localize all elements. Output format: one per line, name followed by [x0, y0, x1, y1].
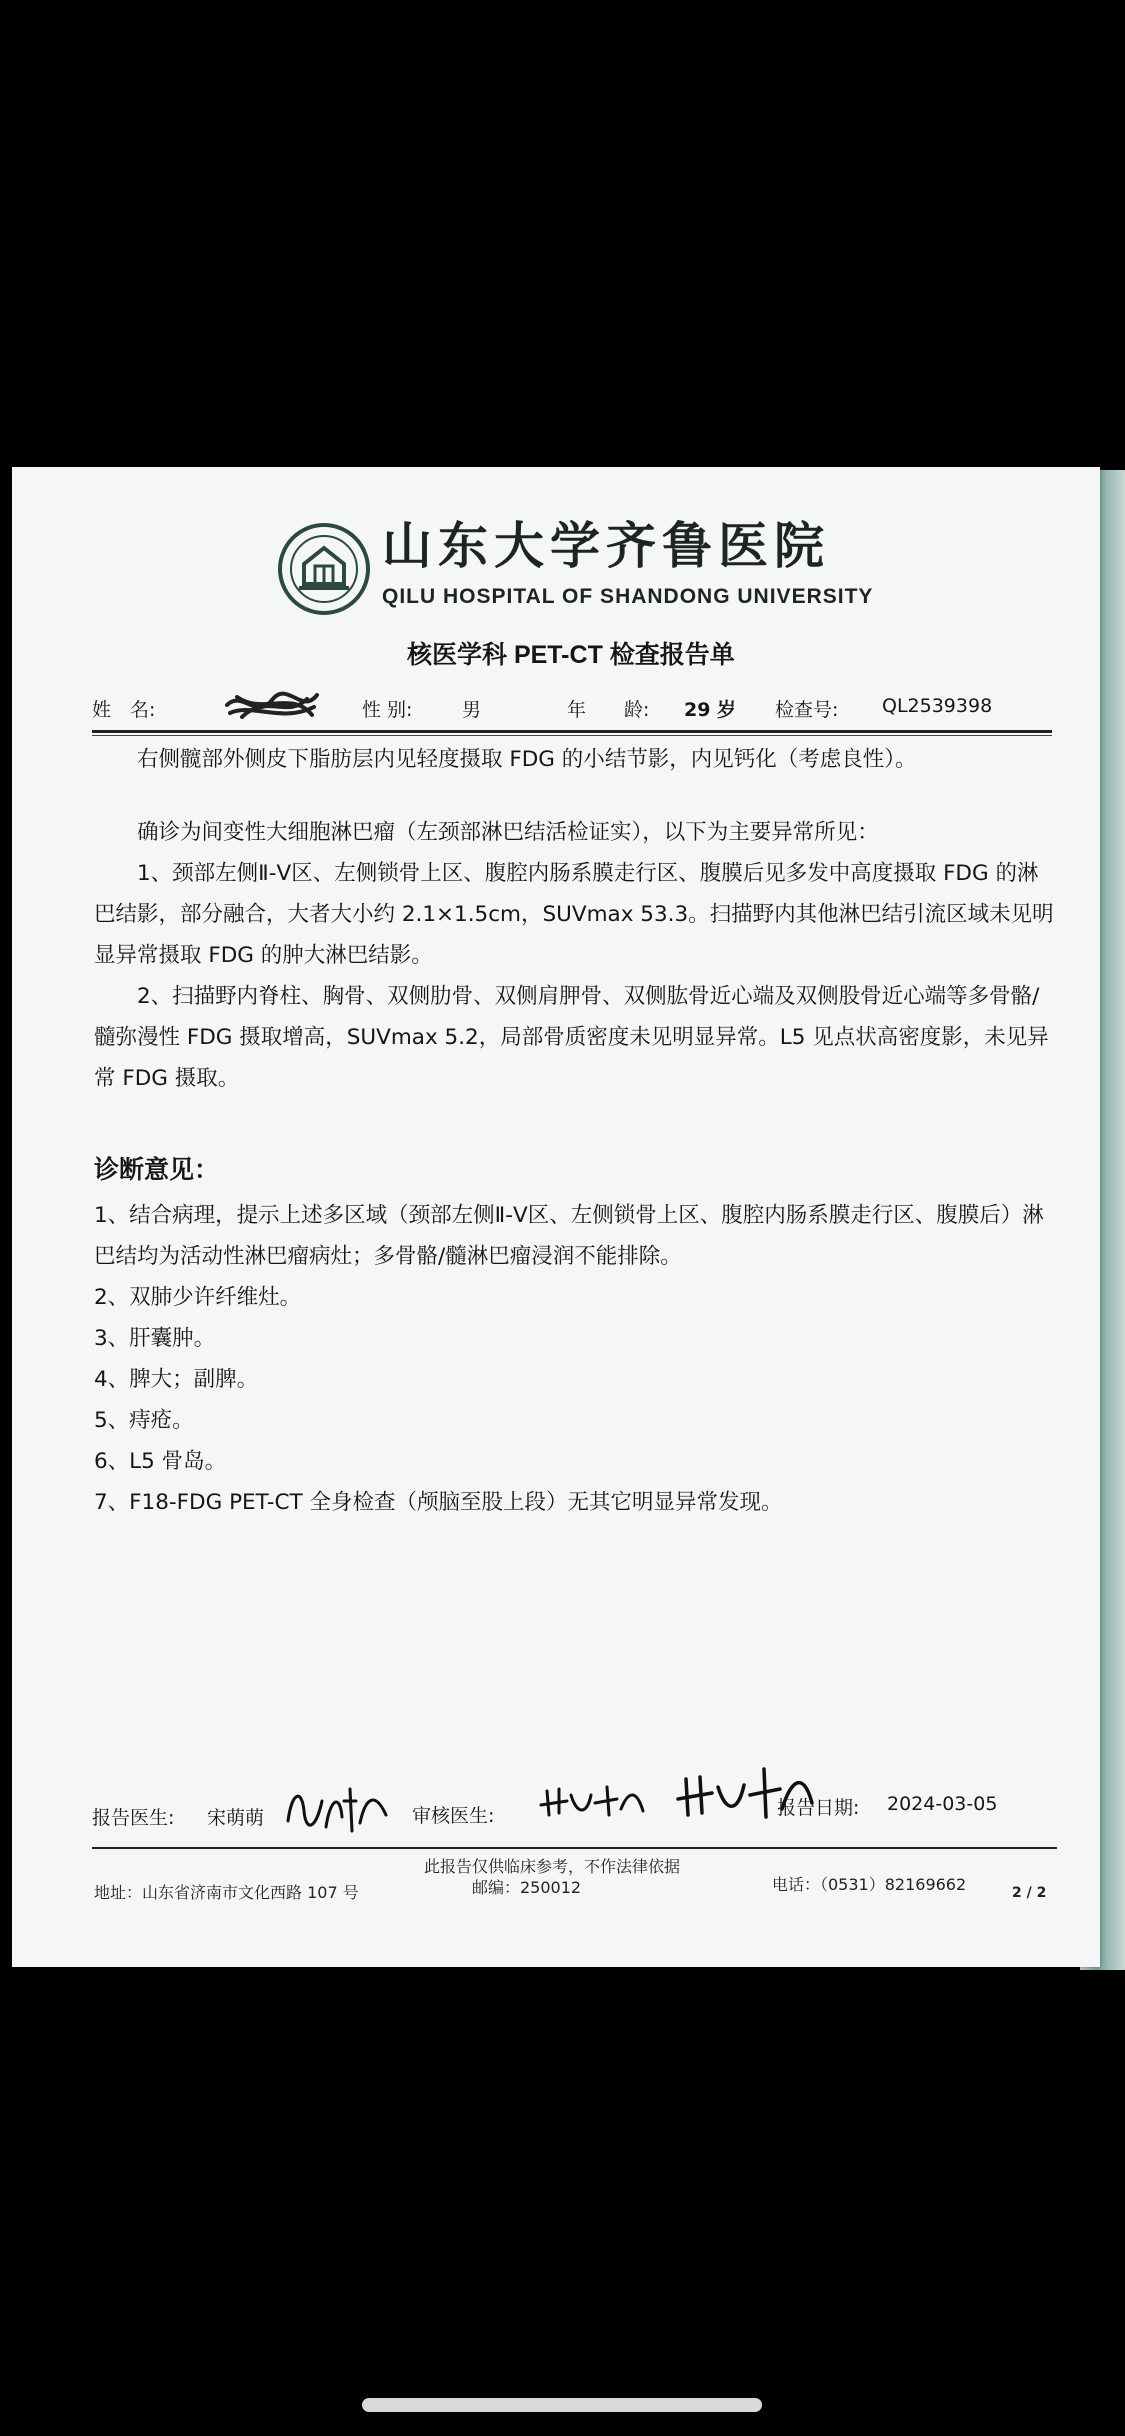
- findings-paragraph: 右侧髋部外侧皮下脂肪层内见轻度摄取 FDG 的小结节影，内见钙化（考虑良性）。: [137, 747, 917, 772]
- patient-info-row: [92, 695, 1052, 725]
- doctor-label: 报告医生:: [92, 1807, 175, 1829]
- redacted-name-scribble: [222, 685, 322, 725]
- diagnosis-item: 1、结合病理，提示上述多区域（颈部左侧Ⅱ-Ⅴ区、左侧锁骨上区、腹腔内肠系膜走行区、腹膜后）淋巴结均为活动性淋巴瘤病灶；多骨骼/髓淋巴瘤浸润不能排除。: [94, 1203, 1044, 1269]
- report-title: 核医学科 PET-CT 检查报告单: [407, 641, 735, 669]
- diagnosis-item: 2、双肺少许纤维灶。: [94, 1285, 302, 1310]
- age-label: 年 龄:: [567, 699, 650, 721]
- findings-paragraph: 2、扫描野内脊柱、胸骨、双侧肋骨、双侧肩胛骨、双侧肱骨近心端及双侧股骨近心端等多骨骼/髓弥漫性 FDG 摄取增高，SUVmax 5.2，局部骨质密度未见明显异常。L5 见点状高密度影，未见异常 FDG 摄取。: [94, 984, 1049, 1091]
- hospital-name-cn: 山东大学齐鲁医院: [382, 516, 830, 575]
- diagnosis-item: 3、肝囊肿。: [94, 1326, 216, 1351]
- diagnosis-heading: 诊断意见：: [94, 1155, 220, 1184]
- postcode: 邮编：250012: [472, 1878, 582, 1897]
- findings-paragraph: 1、颈部左侧Ⅱ-Ⅴ区、左侧锁骨上区、腹腔内肠系膜走行区、腹膜后见多发中高度摄取 FDG 的淋巴结影，部分融合，大者大小约 2.1×1.5cm，SUVmax 53.3。扫描野内其他淋巴结引流区域未见明显异常摄取 FDG 的肿大淋巴结影。: [94, 861, 1054, 968]
- diagnosis-item: 6、L5 骨岛。: [94, 1449, 227, 1474]
- findings-paragraph: 确诊为间变性大细胞淋巴瘤（左颈部淋巴结活检证实），以下为主要异常所见：: [137, 820, 879, 845]
- footer-divider: [92, 1847, 1057, 1849]
- report-page: [12, 467, 1100, 1967]
- signature-row: [92, 1789, 1052, 1839]
- exam-no-value: QL2539398: [882, 695, 993, 717]
- home-indicator[interactable]: [362, 2398, 762, 2412]
- hospital-name-en: QILU HOSPITAL OF SHANDONG UNIVERSITY: [382, 585, 874, 608]
- reviewer-signature: [537, 1775, 647, 1825]
- gender-value: 男: [462, 699, 482, 721]
- header-divider: [92, 730, 1052, 733]
- disclaimer: 此报告仅供临床参考，不作法律依据: [424, 1857, 681, 1876]
- doctor-name: 宋萌萌: [207, 1807, 265, 1829]
- age-value: 29 岁: [684, 699, 737, 721]
- header-divider-thin: [92, 735, 1052, 736]
- gender-label: 性 别:: [362, 699, 413, 721]
- address: 地址：山东省济南市文化西路 107 号: [94, 1883, 359, 1902]
- diagnosis-list: [94, 1195, 1059, 1523]
- name-label: 姓 名:: [92, 699, 156, 721]
- hospital-logo-icon: [277, 522, 371, 616]
- diagnosis-item: 5、痔疮。: [94, 1408, 194, 1433]
- reviewer-label: 审核医生:: [412, 1805, 495, 1827]
- report-date-value: 2024-03-05: [887, 1793, 998, 1815]
- phone: 电话：（0531）82169662: [772, 1875, 967, 1894]
- report-date-label: 报告日期:: [777, 1797, 860, 1819]
- page-number: 2 / 2: [1012, 1885, 1047, 1901]
- doctor-signature: [282, 1781, 392, 1837]
- diagnosis-item: 7、F18-FDG PET-CT 全身检查（颅脑至股上段）无其它明显异常发现。: [94, 1490, 783, 1515]
- exam-no-label: 检查号:: [775, 699, 839, 721]
- findings-section: [94, 739, 1059, 1099]
- diagnosis-item: 4、脾大；副脾。: [94, 1367, 259, 1392]
